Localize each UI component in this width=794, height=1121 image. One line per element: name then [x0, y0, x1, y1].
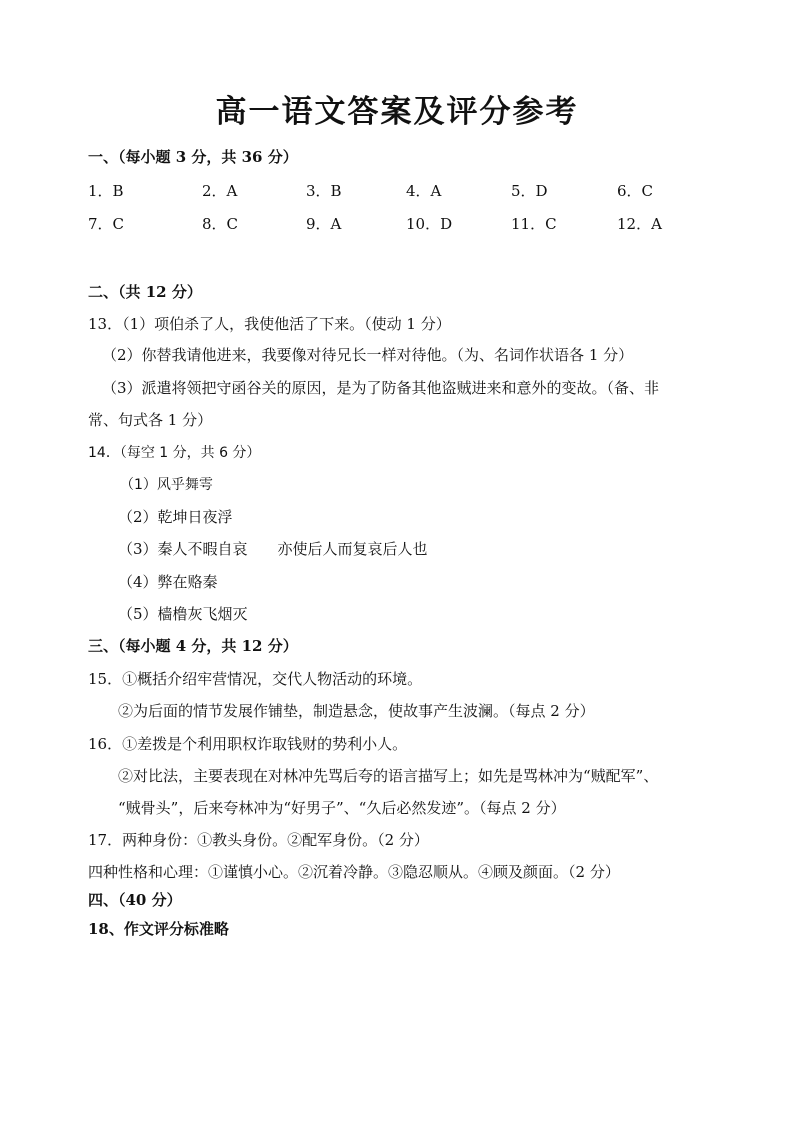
answer-5: 5．D: [511, 182, 548, 200]
answer-1: 1．B: [88, 182, 124, 200]
q13-part1: 13．（1）项伯杀了人，我使他活了下来。（使动 1 分）: [88, 315, 451, 333]
answer-4: 4．A: [406, 182, 442, 200]
answer-7: 7．C: [88, 215, 125, 233]
section1-heading: 一、（每小题 3 分，共 36 分）: [88, 148, 298, 166]
q13-part3-line1: （3）派遣将领把守函谷关的原因，是为了防备其他盗贼进来和意外的变故。（备、非: [102, 379, 660, 397]
answer-6: 6．C: [617, 182, 654, 200]
q13-part3-line2: 常、句式各 1 分）: [88, 411, 213, 429]
section4-heading: 四、（40 分）: [88, 891, 182, 909]
q17-traits: 四种性格和心理：①谨慎小心。②沉着冷静。③隐忍顺从。④顾及颜面。（2 分）: [88, 863, 620, 881]
q15-point1: 15．①概括介绍牢营情况，交代人物活动的环境。: [88, 670, 423, 688]
q16-point1: 16．①差拨是个利用职权诈取钱财的势利小人。: [88, 735, 408, 753]
page-title: 高一语文答案及评分参考: [215, 94, 579, 130]
section3-heading: 三、（每小题 4 分，共 12 分）: [88, 637, 298, 655]
q14-answer-4: （4）弊在赂秦: [118, 573, 218, 591]
q18-essay-note: 18、作文评分标准略: [88, 920, 229, 938]
answer-9: 9．A: [306, 215, 342, 233]
answer-8: 8．C: [202, 215, 239, 233]
q16-point2-line2: “贼骨头”，后来夸林冲为“好男子”、“久后必然发迹”。（每点 2 分）: [118, 799, 566, 817]
answer-2: 2．A: [202, 182, 238, 200]
answer-11: 11．C: [511, 215, 557, 233]
answer-12: 12．A: [617, 215, 662, 233]
answer-10: 10．D: [406, 215, 453, 233]
q14-heading: 14．（每空 1 分，共 6 分）: [88, 445, 261, 461]
q15-point2: ②为后面的情节发展作铺垫，制造悬念，使故事产生波澜。（每点 2 分）: [118, 702, 595, 720]
q14-answer-2: （2）乾坤日夜浮: [118, 508, 233, 526]
section2-heading: 二、（共 12 分）: [88, 283, 202, 301]
q14-answer-1: （1）风乎舞雩: [120, 477, 213, 493]
q17-identities: 17．两种身份：①教头身份。②配军身份。（2 分）: [88, 831, 429, 849]
q13-part2: （2）你替我请他进来，我要像对待兄长一样对待他。（为、名词作状语各 1 分）: [102, 346, 634, 364]
answer-3: 3．B: [306, 182, 342, 200]
q14-answer-5: （5）樯橹灰飞烟灭: [118, 605, 248, 623]
q16-point2-line1: ②对比法，主要表现在对林冲先骂后夸的语言描写上；如先是骂林冲为“贼配军”、: [118, 767, 659, 785]
q14-answer-3: （3）秦人不暇自哀 亦使后人而复哀后人也: [118, 540, 428, 558]
